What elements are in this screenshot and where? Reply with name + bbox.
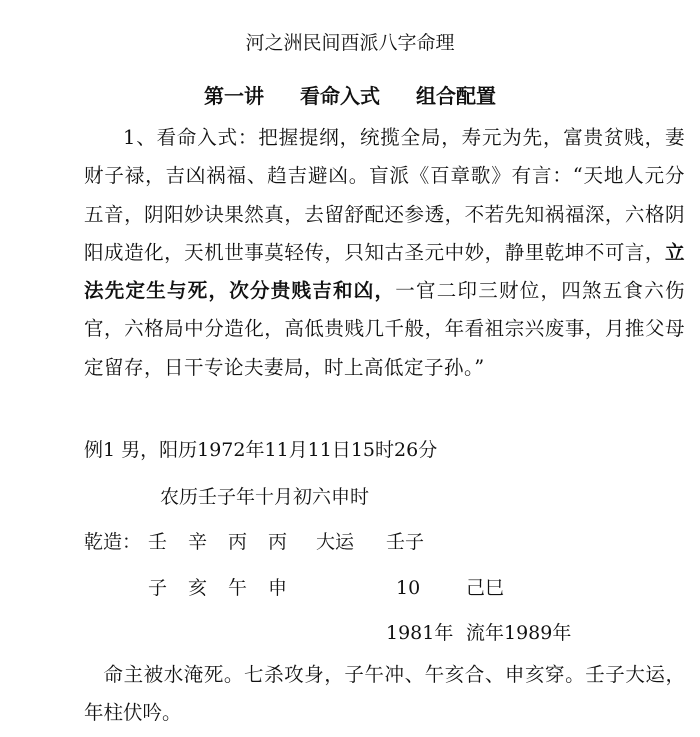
document-header-title: 河之洲民间酉派八字命理 <box>245 32 455 54</box>
qianzao-label: 乾造： <box>84 531 142 553</box>
paragraph-text-start: 1、看命入式：把握提纲，统揽全局，寿元为先，富贵贫贱，妻财子禄，吉凶祸福、趋吉避凶。盲派《百章歌》有言：“天地人元分五音，阴阳妙诀果然真，去留舒配还参透，不若先知祸福深，六格阴阳成造化，天机世事莫轻传，只知古圣元中妙，静里乾坤不可言， <box>84 126 685 264</box>
paragraph-bold-text: 立法先定生与死，次分贵贱吉和凶， <box>84 240 685 303</box>
qianzao-row <box>84 529 141 555</box>
section-title <box>0 83 700 109</box>
stem-4: 丙 <box>268 531 288 553</box>
intro-paragraph <box>84 119 685 387</box>
branch-2: 亥 <box>188 577 208 599</box>
dayun-first: 壬子 <box>386 531 425 553</box>
branch-4: 申 <box>268 577 288 599</box>
lecture-number: 第一讲 <box>204 84 264 108</box>
lunar-date: 农历壬子年十月初六申时 <box>160 486 370 508</box>
liunian-1989: 流年1989年 <box>466 622 572 644</box>
example-label: 例1 男，阳历1972年11月11日15时26分 <box>84 439 438 461</box>
conclusion-paragraph: 命主被水淹死。七杀攻身，子午冲、午亥合、申亥穿。壬子大运，年柱伏吟。 <box>84 663 685 724</box>
branch-1: 子 <box>148 577 168 599</box>
stem-3: 丙 <box>228 531 248 553</box>
lecture-topic-2: 组合配置 <box>416 84 496 108</box>
year-1981: 1981年 <box>386 622 454 644</box>
lecture-topic-1: 看命入式 <box>300 84 380 108</box>
dayun-start-age: 10 <box>396 577 421 599</box>
stem-1: 壬 <box>148 531 168 553</box>
branch-3: 午 <box>228 577 248 599</box>
dayun-label: 大运 <box>316 531 355 553</box>
dayun-second: 己巳 <box>466 577 505 599</box>
paragraph-text-end: 一官二印三财位，四煞五食六伤官，六格局中分造化，高低贵贱几千般，年看祖宗兴废事，月推父母定留存，日干专论夫妻局，时上高低定子孙。” <box>84 279 685 379</box>
stem-2: 辛 <box>188 531 208 553</box>
